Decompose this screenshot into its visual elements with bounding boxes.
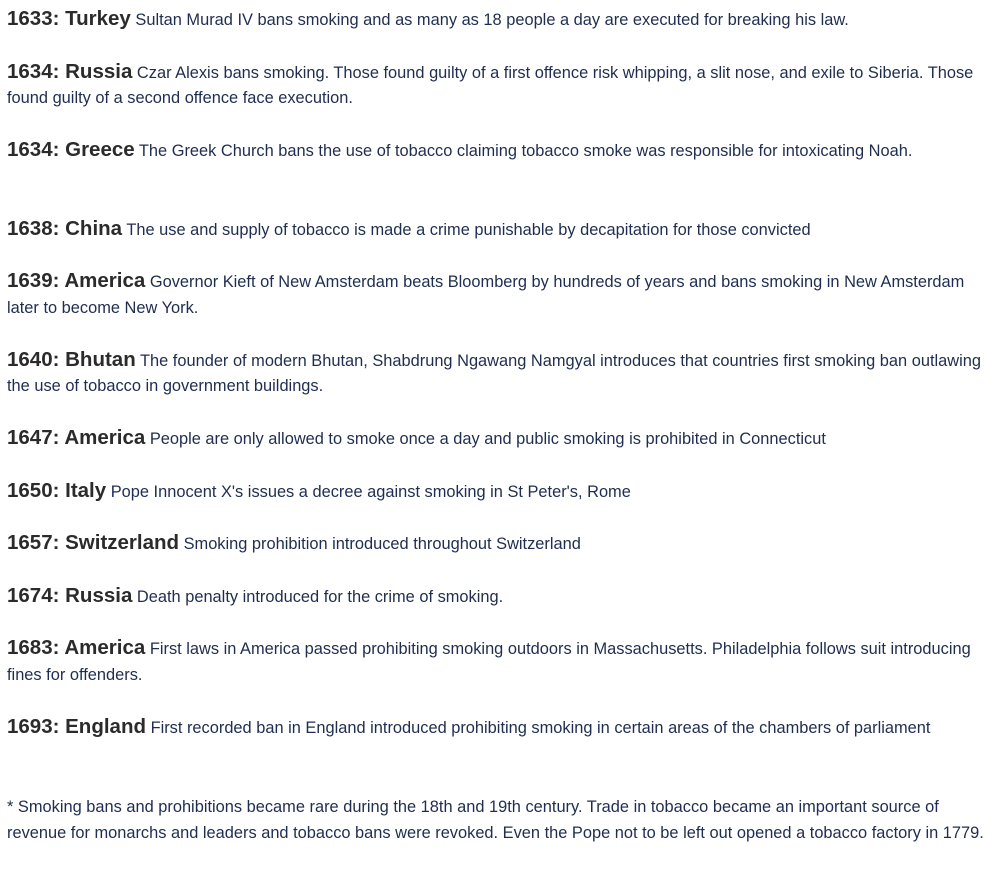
entry-text: First laws in America passed prohibiting smoking outdoors in Massachusetts. Philadelphia follows suit introducing fines for offenders. <box>7 640 971 684</box>
entry-heading: 1693: England <box>7 714 146 738</box>
entry-text: Smoking prohibition introduced throughout Switzerland <box>183 535 581 553</box>
entry-text: Governor Kieft of New Amsterdam beats Bloomberg by hundreds of years and bans smoking in New Amsterdam later to become New York. <box>7 273 965 317</box>
entry-text: Sultan Murad IV bans smoking and as many as 18 people a day are executed for breaking his law. <box>135 11 849 29</box>
timeline-entry <box>7 478 992 531</box>
entry-text: Czar Alexis bans smoking. Those found guilty of a first offence risk whipping, a slit nose, and exile to Siberia. Those found guilty of a second offence face execution. <box>7 63 974 107</box>
entry-heading: 1640: Bhutan <box>7 347 136 371</box>
entry-heading: 1639: America <box>7 269 146 292</box>
entry-heading: 1674: Russia <box>7 583 133 607</box>
entry-text: Death penalty introduced for the crime of smoking. <box>136 587 504 606</box>
footnote: * Smoking bans and prohibitions became rare during the 18th and 19th century. Trade in tobacco became an important source of revenue for monarchs and leaders and tobacco bans were revoked. Even the Pope not to be left out opened a tobacco factory in 1779. <box>7 798 984 842</box>
timeline-entry <box>7 268 992 347</box>
timeline-entry <box>7 635 992 714</box>
entry-heading: 1657: Switzerland <box>7 531 180 554</box>
entry-text: The Greek Church bans the use of tobacco claiming tobacco smoke was responsible for intoxicating Noah. <box>138 142 913 160</box>
entry-text: Pope Innocent X's issues a decree against smoking in St Peter's, Rome <box>110 482 631 501</box>
entry-heading: 1638: China <box>7 216 123 240</box>
timeline-entry <box>7 530 992 583</box>
entry-heading: 1647: America <box>7 426 146 449</box>
timeline-entry <box>7 59 992 138</box>
entry-text: The founder of modern Bhutan, Shabdrung Ngawang Namgyal introduces that countries first smoking ban outlawing the use of tobacco in government buildings. <box>7 351 981 395</box>
timeline-entry <box>7 425 992 478</box>
timeline-entry <box>7 714 992 793</box>
timeline-entry <box>7 216 992 269</box>
timeline-entry <box>7 347 992 426</box>
entry-text: The use and supply of tobacco is made a crime punishable by decapitation for those convicted <box>126 220 811 239</box>
entry-text: People are only allowed to smoke once a day and public smoking is prohibited in Connecticut <box>149 430 826 448</box>
timeline-entry <box>7 137 992 216</box>
entry-heading: 1634: Russia <box>7 59 133 83</box>
entry-heading: 1633: Turkey <box>7 7 131 30</box>
entry-heading: 1650: Italy <box>7 478 107 502</box>
entry-heading: 1634: Greece <box>7 138 135 161</box>
timeline-entry <box>7 583 992 636</box>
entry-heading: 1683: America <box>7 636 146 659</box>
entry-text: First recorded ban in England introduced prohibiting smoking in certain areas of the chambers of parliament <box>150 718 931 737</box>
smoking-ban-timeline <box>7 6 992 846</box>
timeline-entry <box>7 6 992 59</box>
